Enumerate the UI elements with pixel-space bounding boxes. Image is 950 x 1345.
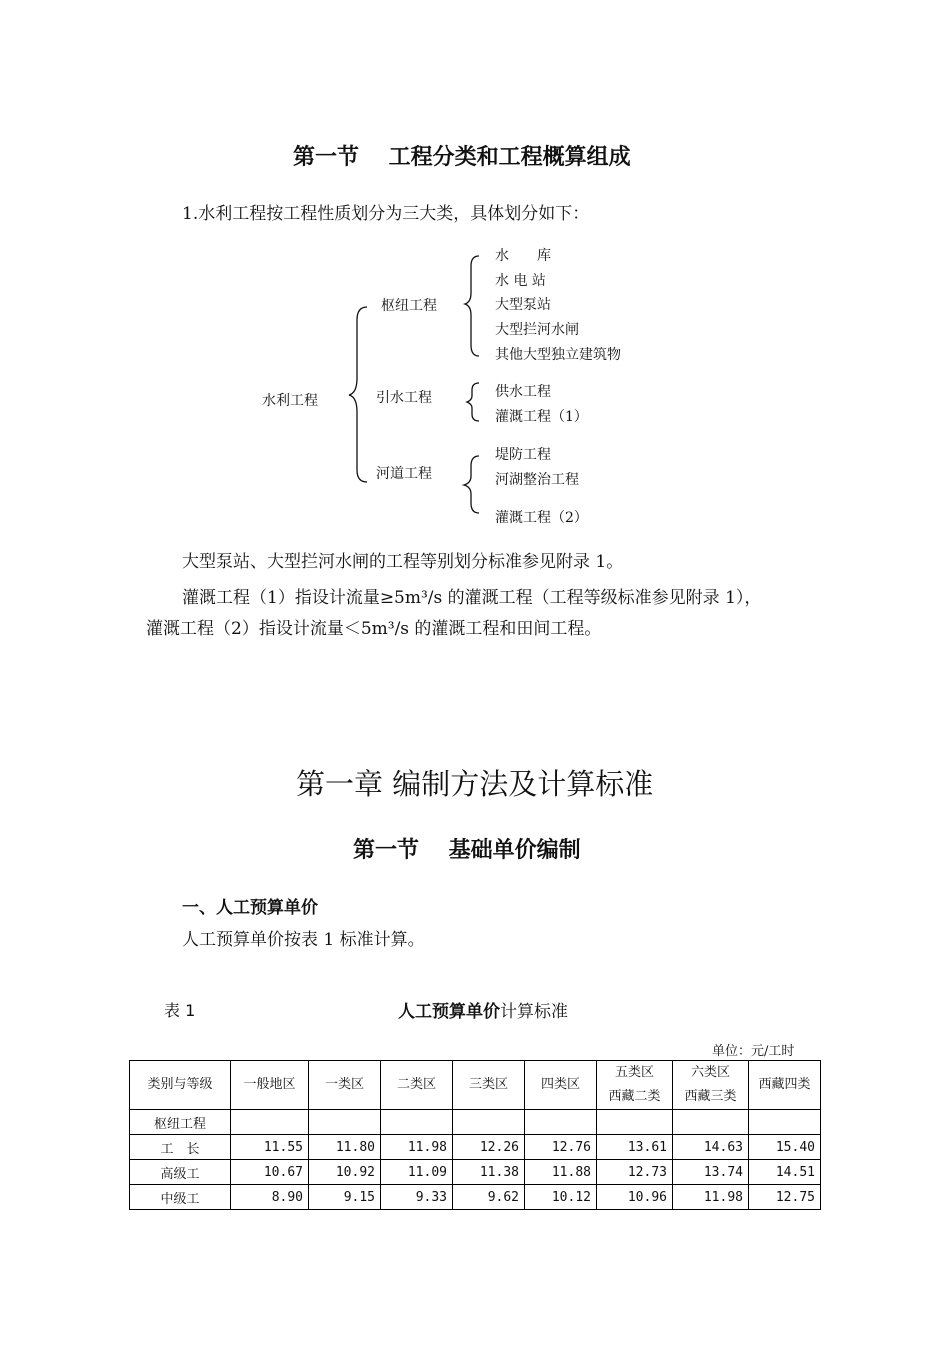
- table-cell: 9.15: [309, 1185, 381, 1210]
- table-cell: 12.73: [597, 1160, 673, 1185]
- column-header: 五类区 西藏二类: [597, 1061, 673, 1110]
- tree-leaf: 水 电 站: [495, 273, 546, 289]
- column-header: 六类区 西藏三类: [673, 1061, 749, 1110]
- tree-leaf: 大型泵站: [495, 297, 551, 313]
- tree-leaf: 大型拦河水闸: [495, 322, 579, 338]
- section2-title: 第一节 基础单价编制: [353, 838, 581, 863]
- labor-price-table: [129, 1060, 821, 1210]
- table-row: [130, 1185, 821, 1210]
- table-caption-bold: 人工预算单价: [398, 1002, 500, 1022]
- table-cell: 10.12: [525, 1185, 597, 1210]
- table-cell: [381, 1110, 453, 1135]
- table-cell: 11.09: [381, 1160, 453, 1185]
- table-cell: 12.76: [525, 1135, 597, 1160]
- row-label: 枢纽工程: [130, 1110, 231, 1135]
- tree-leaf: 河湖整治工程: [495, 472, 579, 488]
- column-header: 一般地区: [231, 1061, 309, 1110]
- table-row: [130, 1160, 821, 1185]
- table-cell: 9.62: [453, 1185, 525, 1210]
- group1-brace-icon: [465, 256, 479, 356]
- tree-group-label: 枢纽工程: [381, 298, 437, 314]
- row-label: 工 长: [130, 1135, 231, 1160]
- column-header: 二类区: [381, 1061, 453, 1110]
- chapter-title: 第一章 编制方法及计算标准: [296, 767, 654, 801]
- tree-braces: [0, 0, 950, 560]
- group3-brace-icon: [464, 456, 479, 513]
- table-cell: [525, 1110, 597, 1135]
- row-label: 高级工: [130, 1160, 231, 1185]
- table-label: 表 1: [164, 1001, 196, 1020]
- table-cell: 12.75: [749, 1185, 821, 1210]
- table-unit: 单位：元/工时: [712, 1044, 795, 1059]
- tree-leaf: 其他大型独立建筑物: [495, 347, 621, 363]
- column-header: 四类区: [525, 1061, 597, 1110]
- tree-group-label: 河道工程: [376, 466, 432, 482]
- tree-root-label: 水利工程: [262, 393, 318, 409]
- section1-title: 第一节 工程分类和工程概算组成: [293, 145, 631, 170]
- table-cell: 8.90: [231, 1185, 309, 1210]
- tree-leaf: 堤防工程: [495, 447, 551, 463]
- table-cell: [749, 1110, 821, 1135]
- table-cell: [453, 1110, 525, 1135]
- table-cell: [597, 1110, 673, 1135]
- table-cell: 13.61: [597, 1135, 673, 1160]
- table-cell: 10.96: [597, 1185, 673, 1210]
- table-cell: 15.40: [749, 1135, 821, 1160]
- subsection-paragraph: 人工预算单价按表 1 标准计算。: [182, 930, 425, 950]
- table-cell: 11.98: [381, 1135, 453, 1160]
- note-paragraph: 灌溉工程（2）指设计流量＜5m³/s 的灌溉工程和田间工程。: [146, 619, 602, 639]
- note-paragraph: 灌溉工程（1）指设计流量≥5m³/s 的灌溉工程（工程等级标准参见附录 1），: [182, 588, 762, 608]
- table-cell: 11.80: [309, 1135, 381, 1160]
- table-cell: 11.88: [525, 1160, 597, 1185]
- column-header: 西藏四类: [749, 1061, 821, 1110]
- tree-leaf: 灌溉工程（2）: [495, 510, 588, 526]
- note-paragraph: 大型泵站、大型拦河水闸的工程等别划分标准参见附录 1。: [182, 552, 624, 572]
- table-cell: 9.33: [381, 1185, 453, 1210]
- column-header: 类别与等级: [130, 1061, 231, 1110]
- row-label: 中级工: [130, 1185, 231, 1210]
- table-cell: 11.55: [231, 1135, 309, 1160]
- root-brace-icon: [349, 307, 367, 482]
- table-cell: 14.63: [673, 1135, 749, 1160]
- table-row: [130, 1110, 821, 1135]
- table-cell: [673, 1110, 749, 1135]
- table-header-row: [130, 1061, 821, 1110]
- table-cell: 14.51: [749, 1160, 821, 1185]
- column-header: 三类区: [453, 1061, 525, 1110]
- group2-brace-icon: [467, 383, 479, 421]
- tree-leaf: 水 库: [495, 248, 551, 264]
- table-cell: 11.38: [453, 1160, 525, 1185]
- table-caption: [398, 997, 568, 1022]
- table-cell: [309, 1110, 381, 1135]
- intro-paragraph: 1.水利工程按工程性质划分为三大类，具体划分如下：: [182, 204, 590, 224]
- table-cell: 13.74: [673, 1160, 749, 1185]
- tree-leaf: 供水工程: [495, 384, 551, 400]
- table-caption-rest: 计算标准: [500, 1002, 568, 1022]
- column-header: 一类区: [309, 1061, 381, 1110]
- tree-leaf: 灌溉工程（1）: [495, 409, 588, 425]
- table-cell: 10.67: [231, 1160, 309, 1185]
- table-cell: [231, 1110, 309, 1135]
- tree-group-label: 引水工程: [376, 390, 432, 406]
- table-cell: 10.92: [309, 1160, 381, 1185]
- table-row: [130, 1135, 821, 1160]
- subsection-title: 一、人工预算单价: [182, 898, 318, 918]
- table-cell: 11.98: [673, 1185, 749, 1210]
- table-cell: 12.26: [453, 1135, 525, 1160]
